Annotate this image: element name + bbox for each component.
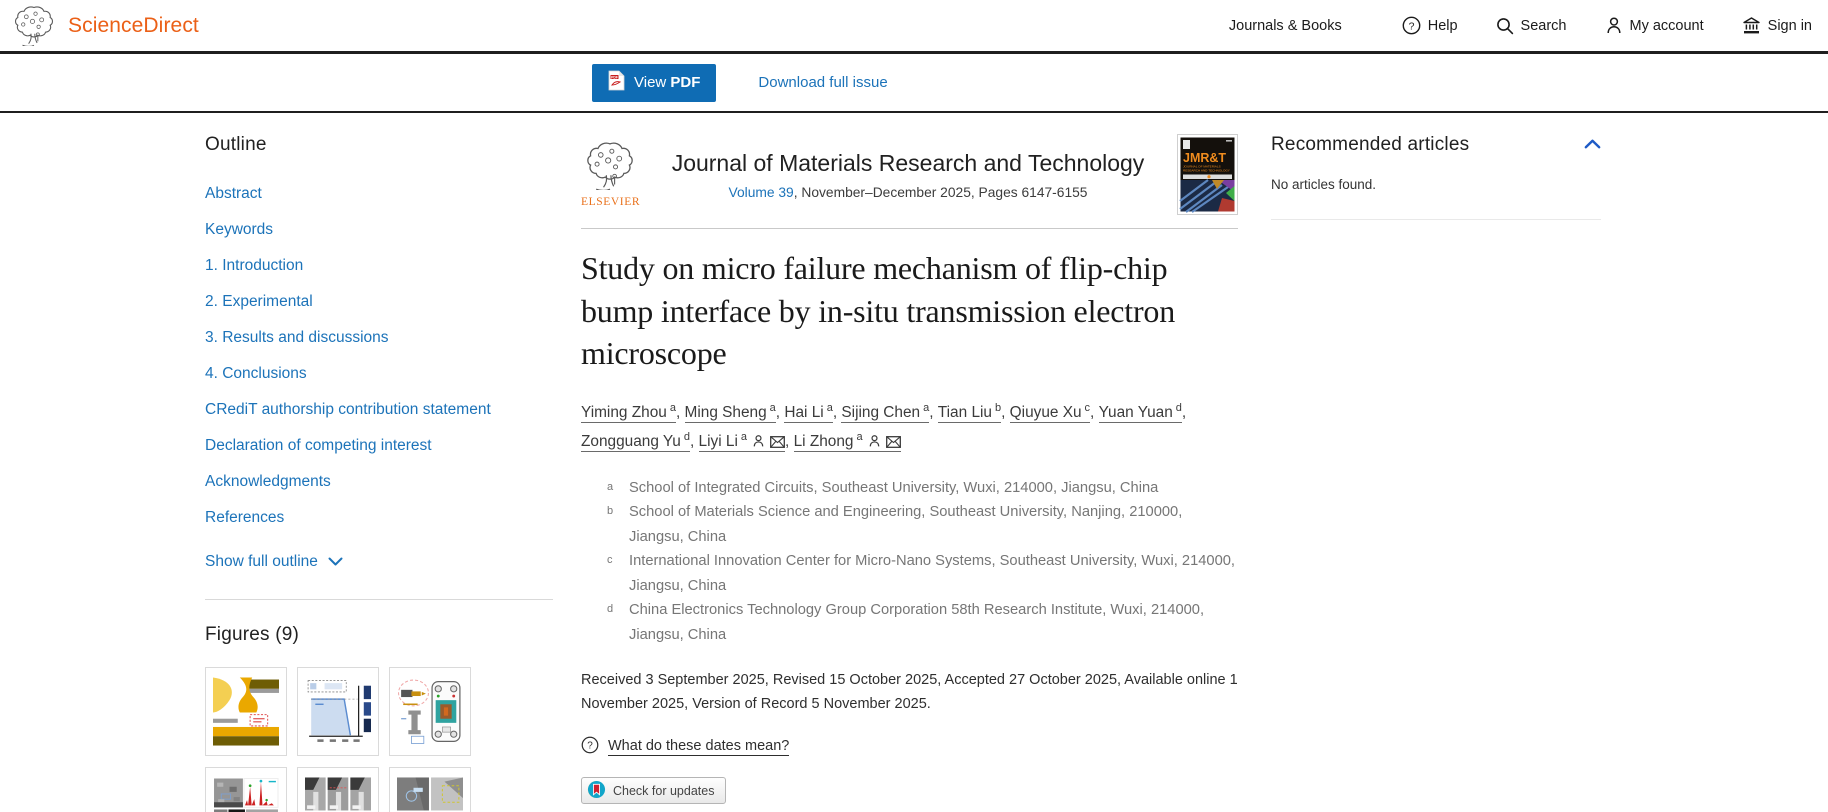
top-header — [0, 0, 1828, 54]
svg-text:JMR&T: JMR&T — [1183, 151, 1227, 165]
outline-item — [205, 185, 553, 203]
figure-thumbnail-2[interactable] — [297, 667, 379, 756]
author — [684, 401, 785, 423]
author-link[interactable]: Zongguang Yu $^d$ — [581, 430, 690, 450]
journal-title-block — [639, 150, 1177, 200]
volume-link[interactable]: Volume 39 — [728, 184, 794, 200]
nav-journals-books[interactable]: Journals & Books — [1228, 17, 1342, 34]
outline-item — [205, 509, 553, 527]
affiliation: b School of Materials Science and Engineering, Southeast University, Nanjing, 210000, Jiangsu, China — [607, 504, 1183, 545]
author-person-icon — [863, 433, 881, 450]
crossmark-icon — [587, 780, 606, 802]
author-link[interactable]: Yiming Zhou $^a$ — [581, 401, 676, 421]
journal-banner — [581, 134, 1238, 229]
elsevier-logo-link[interactable] — [581, 142, 639, 208]
nav-my-account[interactable]: My account — [1605, 16, 1704, 35]
show-full-outline-link[interactable]: Show full outline — [205, 553, 553, 571]
figure-thumbnail-3[interactable] — [389, 667, 471, 756]
envelope-icon — [765, 433, 785, 450]
collapse-recommended-button[interactable] — [1584, 136, 1601, 154]
outline-item — [205, 257, 553, 275]
author — [793, 430, 901, 452]
article-dates: Received 3 September 2025, Revised 15 October 2025, Accepted 27 October 2025, Available online 1 November 2025, Version of Record 5 November 2025. — [581, 672, 1238, 713]
search-icon — [1496, 17, 1514, 35]
download-full-issue-link[interactable]: Download full issue — [758, 74, 888, 91]
author-link[interactable]: Hai Li $^a$ — [784, 401, 833, 421]
outline-link[interactable]: Abstract — [205, 185, 262, 202]
figure-thumbnail-5[interactable] — [297, 767, 379, 812]
author-link[interactable]: Li Zhong $^a$ — [794, 433, 901, 452]
outline-heading: Outline — [205, 134, 267, 155]
outline-link[interactable]: Keywords — [205, 221, 274, 238]
outline-link[interactable]: Declaration of competing interest — [205, 437, 432, 454]
affiliation: d China Electronics Technology Group Corporation 58th Research Institute, Wuxi, 214000, Jiangsu, China — [607, 602, 1205, 643]
outline-link[interactable]: CRediT authorship contribution statement — [205, 401, 491, 418]
author — [784, 401, 841, 423]
elsevier-wordmark: ELSEVIER — [581, 195, 641, 208]
affiliation: a School of Integrated Circuits, Southeast University, Wuxi, 214000, Jiangsu, China — [607, 479, 1159, 496]
view-pdf-button[interactable]: PDF View PDF — [592, 64, 716, 102]
institution-icon — [1742, 16, 1761, 35]
outline-link[interactable]: 4. Conclusions — [205, 365, 307, 382]
outline-link[interactable]: 2. Experimental — [205, 293, 313, 310]
check-for-updates-button[interactable]: Check for updates — [581, 777, 726, 804]
author — [841, 401, 937, 423]
top-navigation — [1229, 16, 1812, 35]
svg-text:?: ? — [1408, 20, 1415, 33]
author-link[interactable]: Ming Sheng $^a$ — [684, 401, 776, 421]
svg-text:JOURNAL OF MATERIALS: JOURNAL OF MATERIALS — [1183, 164, 1221, 169]
author-link[interactable]: Sijing Chen $^a$ — [841, 401, 930, 421]
outline-link[interactable]: References — [205, 509, 285, 526]
outline-item — [205, 365, 553, 383]
outline-item — [205, 473, 553, 491]
svg-text:?: ? — [587, 740, 593, 752]
nav-help[interactable]: ? Help — [1402, 16, 1458, 35]
envelope-icon — [881, 433, 901, 450]
figure-thumbnail-4[interactable] — [205, 767, 287, 812]
dates-help-link[interactable]: ? What do these dates mean? — [581, 736, 789, 758]
figure-thumbnail-1[interactable] — [205, 667, 287, 756]
outline-item — [205, 401, 553, 419]
recommended-divider — [1271, 219, 1601, 220]
author — [1009, 401, 1099, 423]
author-list — [581, 396, 1238, 454]
svg-text:RESEARCH AND TECHNOLOGY: RESEARCH AND TECHNOLOGY — [1183, 168, 1230, 173]
help-icon — [1402, 16, 1421, 35]
outline-link[interactable]: 3. Results and discussions — [205, 329, 389, 346]
article-title: Study on micro failure mechanism of flip-chip bump interface by in-situ transmission electron microscope — [581, 250, 1176, 371]
recommended-heading: Recommended articles — [1271, 134, 1470, 155]
journal-cover-image[interactable] — [1177, 134, 1238, 215]
pdf-file-icon — [608, 70, 625, 95]
elsevier-tree-icon — [584, 177, 636, 194]
recommended-empty-message: No articles found. — [1271, 177, 1377, 192]
person-icon — [1605, 16, 1623, 35]
outline-item — [205, 437, 553, 455]
outline-link[interactable]: Acknowledgments — [205, 473, 331, 490]
author — [698, 430, 794, 452]
article-main — [581, 134, 1238, 804]
author — [1098, 401, 1187, 423]
author-link[interactable]: Tian Liu $^b$ — [937, 401, 1002, 421]
elsevier-tree-icon — [12, 6, 56, 46]
nav-sign-in[interactable]: Sign in — [1742, 16, 1812, 35]
chevron-down-icon — [328, 553, 343, 571]
outline-list — [205, 185, 553, 527]
figures-heading: Figures (9) — [205, 624, 300, 645]
affiliation-list — [581, 476, 1238, 648]
author-person-icon — [747, 433, 765, 450]
journal-issue-info: Volume 39, November–December 2025, Pages 6147-6155 — [728, 184, 1088, 200]
author-link[interactable]: Liyi Li $^a$ — [699, 433, 785, 452]
affiliation: c International Innovation Center for Micro-Nano Systems, Southeast University, Wuxi, 214000, Jiangsu, China — [607, 553, 1236, 594]
sciencedirect-home-link[interactable] — [12, 6, 199, 46]
author — [581, 401, 685, 423]
recommended-sidebar — [1271, 134, 1601, 220]
sciencedirect-wordmark: ScienceDirect — [68, 13, 199, 37]
author-link[interactable]: Qiuyue Xu $^c$ — [1009, 401, 1091, 421]
outline-item — [205, 329, 553, 347]
outline-link[interactable]: 1. Introduction — [205, 257, 304, 274]
figure-thumbnail-6[interactable] — [389, 767, 471, 812]
outline-item — [205, 221, 553, 239]
nav-search[interactable]: Search — [1496, 17, 1567, 35]
journal-title-link[interactable]: Journal of Materials Research and Technology — [671, 149, 1145, 176]
question-circle-icon — [581, 736, 599, 758]
author — [581, 430, 699, 452]
sidebar-divider — [205, 599, 553, 600]
author-link[interactable]: Yuan Yuan $^d$ — [1098, 401, 1182, 421]
svg-text:PDF: PDF — [611, 75, 618, 80]
outline-item — [205, 293, 553, 311]
article-toolbar — [0, 54, 1828, 113]
author — [937, 401, 1010, 423]
outline-sidebar — [205, 134, 553, 812]
figures-grid — [205, 667, 553, 812]
chevron-up-icon — [1584, 136, 1601, 153]
